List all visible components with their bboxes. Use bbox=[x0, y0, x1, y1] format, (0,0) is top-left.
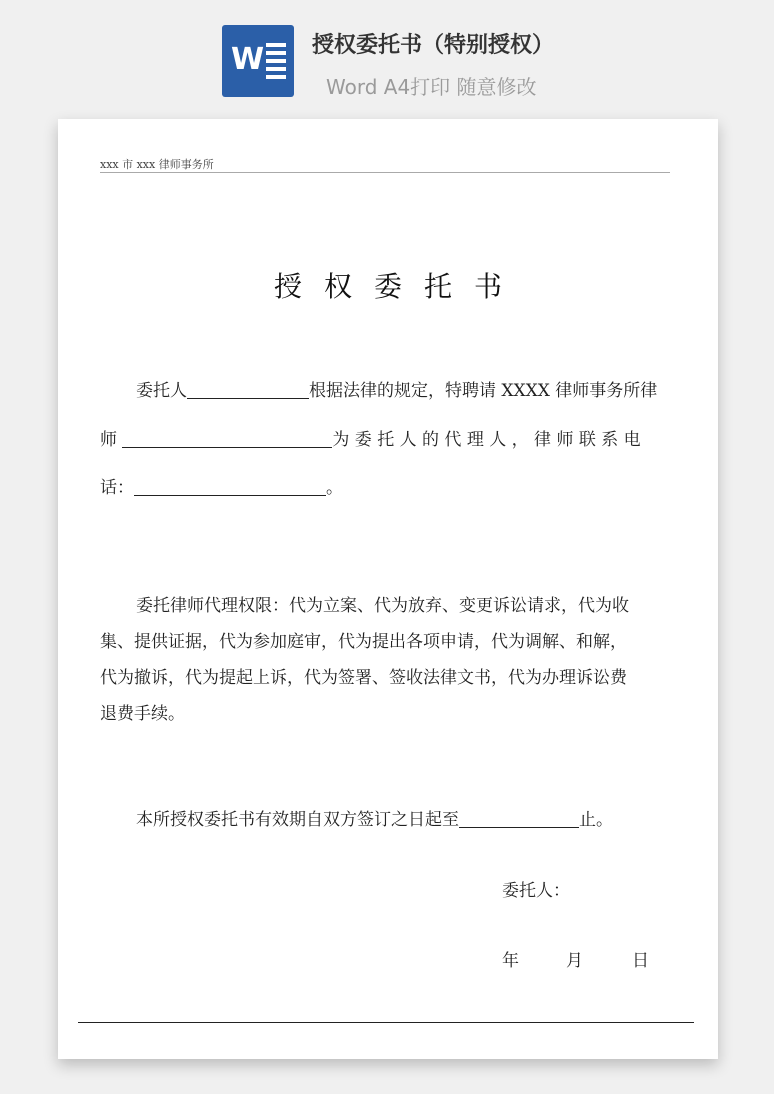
page-header-text: xxx 市 xxx 律师事务所 bbox=[100, 158, 214, 171]
word-icon bbox=[222, 25, 294, 97]
lawyer-name-blank[interactable] bbox=[122, 431, 332, 448]
para2-line2: 集、提供证据，代为参加庭审，代为提出各项申请，代为调解、和解， bbox=[100, 632, 627, 652]
page-header-rule bbox=[100, 172, 670, 173]
date-year-label: 年 bbox=[502, 951, 519, 971]
banner-title: 授权委托书（特别授权） bbox=[312, 33, 555, 58]
para1-line3-start: 话： bbox=[100, 478, 134, 498]
para1-line2-start: 师 bbox=[100, 430, 117, 450]
banner bbox=[0, 0, 774, 115]
word-icon-letter: W bbox=[231, 42, 265, 77]
validity-date-blank[interactable] bbox=[459, 811, 579, 828]
para3-line bbox=[136, 805, 613, 830]
date-day-label: 日 bbox=[632, 951, 649, 971]
para1-line2 bbox=[100, 425, 641, 450]
document-page bbox=[58, 119, 718, 1059]
para1-line3-end: 。 bbox=[326, 478, 343, 498]
lawyer-phone-blank[interactable] bbox=[134, 479, 326, 496]
page-footer-rule bbox=[78, 1022, 694, 1023]
para1-line2-end: 为 委 托 人 的 代 理 人 ， 律 师 联 系 电 bbox=[332, 430, 641, 450]
para3-end: 止。 bbox=[579, 810, 613, 830]
word-icon-lines bbox=[266, 43, 286, 83]
para1-line1 bbox=[136, 376, 657, 401]
para1-line3 bbox=[100, 473, 343, 498]
signature-label: 委托人： bbox=[502, 881, 570, 901]
para1-line1-start: 委托人 bbox=[136, 381, 187, 401]
para3-start: 本所授权委托书有效期自双方签订之日起至 bbox=[136, 810, 459, 830]
principal-name-blank[interactable] bbox=[187, 382, 309, 399]
document-title: 授权委托书 bbox=[273, 270, 524, 303]
date-month-label: 月 bbox=[566, 951, 583, 971]
para2-line4: 退费手续。 bbox=[100, 704, 185, 724]
para2-line3: 代为撤诉，代为提起上诉，代为签署、签收法律文书，代为办理诉讼费 bbox=[100, 668, 627, 688]
banner-subtitle: Word A4打印 随意修改 bbox=[326, 75, 537, 99]
para1-line1-end: 根据法律的规定，特聘请 XXXX 律师事务所律 bbox=[309, 381, 658, 401]
para2-line1: 委托律师代理权限：代为立案、代为放弃、变更诉讼请求，代为收 bbox=[136, 596, 629, 616]
